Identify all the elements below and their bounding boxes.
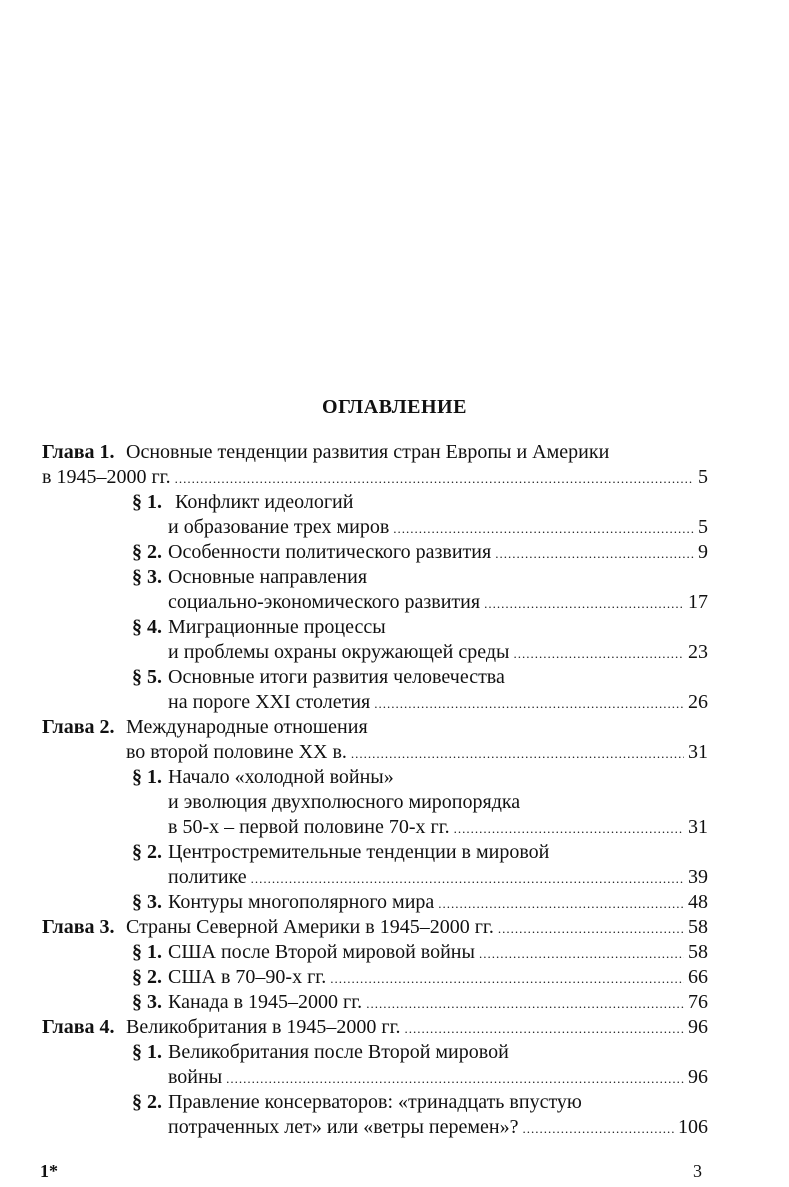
toc-entry [42, 540, 708, 565]
entry-text: Канада в 1945–2000 гг. [168, 991, 363, 1013]
toc-entry [42, 815, 708, 840]
page-number: 96 [688, 1016, 708, 1038]
section-label: § 1. [132, 1041, 162, 1063]
page-footer-number: 3 [693, 1161, 702, 1181]
page-title: ОГЛАВЛЕНИЕ [322, 396, 467, 418]
entry-text: США после Второй мировой войны [168, 941, 475, 963]
toc-entry [42, 1040, 708, 1065]
entry-text: Основные итоги развития человечества [168, 666, 505, 688]
page-number: 48 [688, 891, 708, 913]
page-number: 26 [688, 691, 708, 713]
entry-text: потраченных лет» или «ветры перемен»? [168, 1116, 519, 1138]
dot-leader [175, 465, 694, 491]
page-number: 17 [688, 591, 708, 613]
page-number: 9 [698, 541, 708, 563]
entry-text: в 50-х – первой половине 70-х гг. [168, 816, 450, 838]
chapter-label: Глава 1. [42, 441, 115, 463]
section-label: § 1. [132, 766, 162, 788]
entry-text: Миграционные процессы [168, 616, 386, 638]
page-number: 39 [688, 866, 708, 888]
section-label: § 2. [132, 1091, 162, 1113]
section-label: § 5. [132, 666, 162, 688]
entry-text: войны [168, 1066, 223, 1088]
section-label: § 3. [132, 566, 162, 588]
entry-text: и эволюция двухполюсного миропорядка [168, 791, 521, 813]
toc-entry [42, 1065, 708, 1090]
toc-entry [42, 515, 708, 540]
entry-text: Контуры многополярного мира [168, 891, 435, 913]
entry-text: Особенности политического развития [168, 541, 492, 563]
toc-entry [42, 865, 708, 890]
dot-leader [251, 865, 684, 891]
entry-text: в 1945–2000 гг. [42, 466, 171, 488]
dot-leader [405, 1015, 684, 1041]
entry-text: во второй половине XX в. [126, 741, 347, 763]
page-number: 23 [688, 641, 708, 663]
toc-entry [42, 940, 708, 965]
toc-entry [42, 915, 708, 940]
entry-text: Великобритания в 1945–2000 гг. [126, 1016, 401, 1038]
section-label: § 2. [132, 841, 162, 863]
entry-text: Центростремительные тенденции в мировой [168, 841, 550, 863]
page-number: 31 [688, 741, 708, 763]
dot-leader [454, 815, 684, 841]
dot-leader [374, 690, 684, 716]
entry-text: Международные отношения [126, 716, 368, 738]
dot-leader [366, 990, 684, 1016]
entry-text: Начало «холодной войны» [168, 766, 394, 788]
entry-text: Конфликт идеологий [175, 491, 354, 513]
dot-leader [330, 965, 684, 991]
toc-entry [42, 790, 708, 815]
toc-entry [42, 990, 708, 1015]
page-number: 58 [688, 916, 708, 938]
entry-text: на пороге XXI столетия [168, 691, 371, 713]
dot-leader [393, 515, 694, 541]
toc-entry [42, 765, 708, 790]
dot-leader [226, 1065, 684, 1091]
toc-entry [42, 640, 708, 665]
entry-text: Правление консерваторов: «тринадцать впустую [168, 1091, 582, 1113]
toc-entry [42, 840, 708, 865]
entry-text: и образование трех миров [168, 516, 390, 538]
dot-leader [498, 915, 684, 941]
toc-entry [42, 690, 708, 715]
toc-entry [42, 490, 708, 515]
entry-text: Основные направления [168, 566, 368, 588]
page-number: 76 [688, 991, 708, 1013]
toc-entry [42, 715, 708, 740]
toc-entry [42, 440, 708, 465]
section-label: § 3. [132, 991, 162, 1013]
dot-leader [522, 1115, 674, 1141]
entry-text: и проблемы охраны окружающей среды [168, 641, 510, 663]
page-number: 96 [688, 1066, 708, 1088]
toc-entry [42, 615, 708, 640]
dot-leader [351, 740, 684, 766]
chapter-label: Глава 2. [42, 716, 115, 738]
entry-text: социально-экономического развития [168, 591, 481, 613]
section-label: § 1. [132, 941, 162, 963]
chapter-label: Глава 3. [42, 916, 115, 938]
signature-mark: 1* [40, 1161, 58, 1181]
toc-entry [42, 890, 708, 915]
dot-leader [479, 940, 684, 966]
section-label: § 4. [132, 616, 162, 638]
toc-entry [42, 565, 708, 590]
dot-leader [495, 540, 694, 566]
toc-entry [42, 1015, 708, 1040]
page-number: 5 [698, 516, 708, 538]
page-number: 58 [688, 941, 708, 963]
dot-leader [438, 890, 684, 916]
entry-text: США в 70–90-х гг. [168, 966, 327, 988]
section-label: § 2. [132, 541, 162, 563]
page-number: 5 [698, 466, 708, 488]
section-label: § 3. [132, 891, 162, 913]
toc-entry [42, 665, 708, 690]
page-number: 66 [688, 966, 708, 988]
toc-entry [42, 465, 708, 490]
toc-entry [42, 1090, 708, 1115]
entry-text: Основные тенденции развития стран Европы и Америки [126, 441, 610, 463]
toc-entry [42, 1115, 708, 1140]
page-number: 106 [678, 1116, 708, 1138]
entry-text: Страны Северной Америки в 1945–2000 гг. [126, 916, 494, 938]
entry-text: политике [168, 866, 247, 888]
toc-entry [42, 590, 708, 615]
section-label: § 2. [132, 966, 162, 988]
toc-entry [42, 740, 708, 765]
table-of-contents [42, 440, 708, 1140]
toc-entry [42, 965, 708, 990]
entry-text: Великобритания после Второй мировой [168, 1041, 509, 1063]
dot-leader [484, 590, 684, 616]
section-label: § 1. [132, 491, 162, 513]
chapter-label: Глава 4. [42, 1016, 115, 1038]
dot-leader [513, 640, 684, 666]
page-number: 31 [688, 816, 708, 838]
